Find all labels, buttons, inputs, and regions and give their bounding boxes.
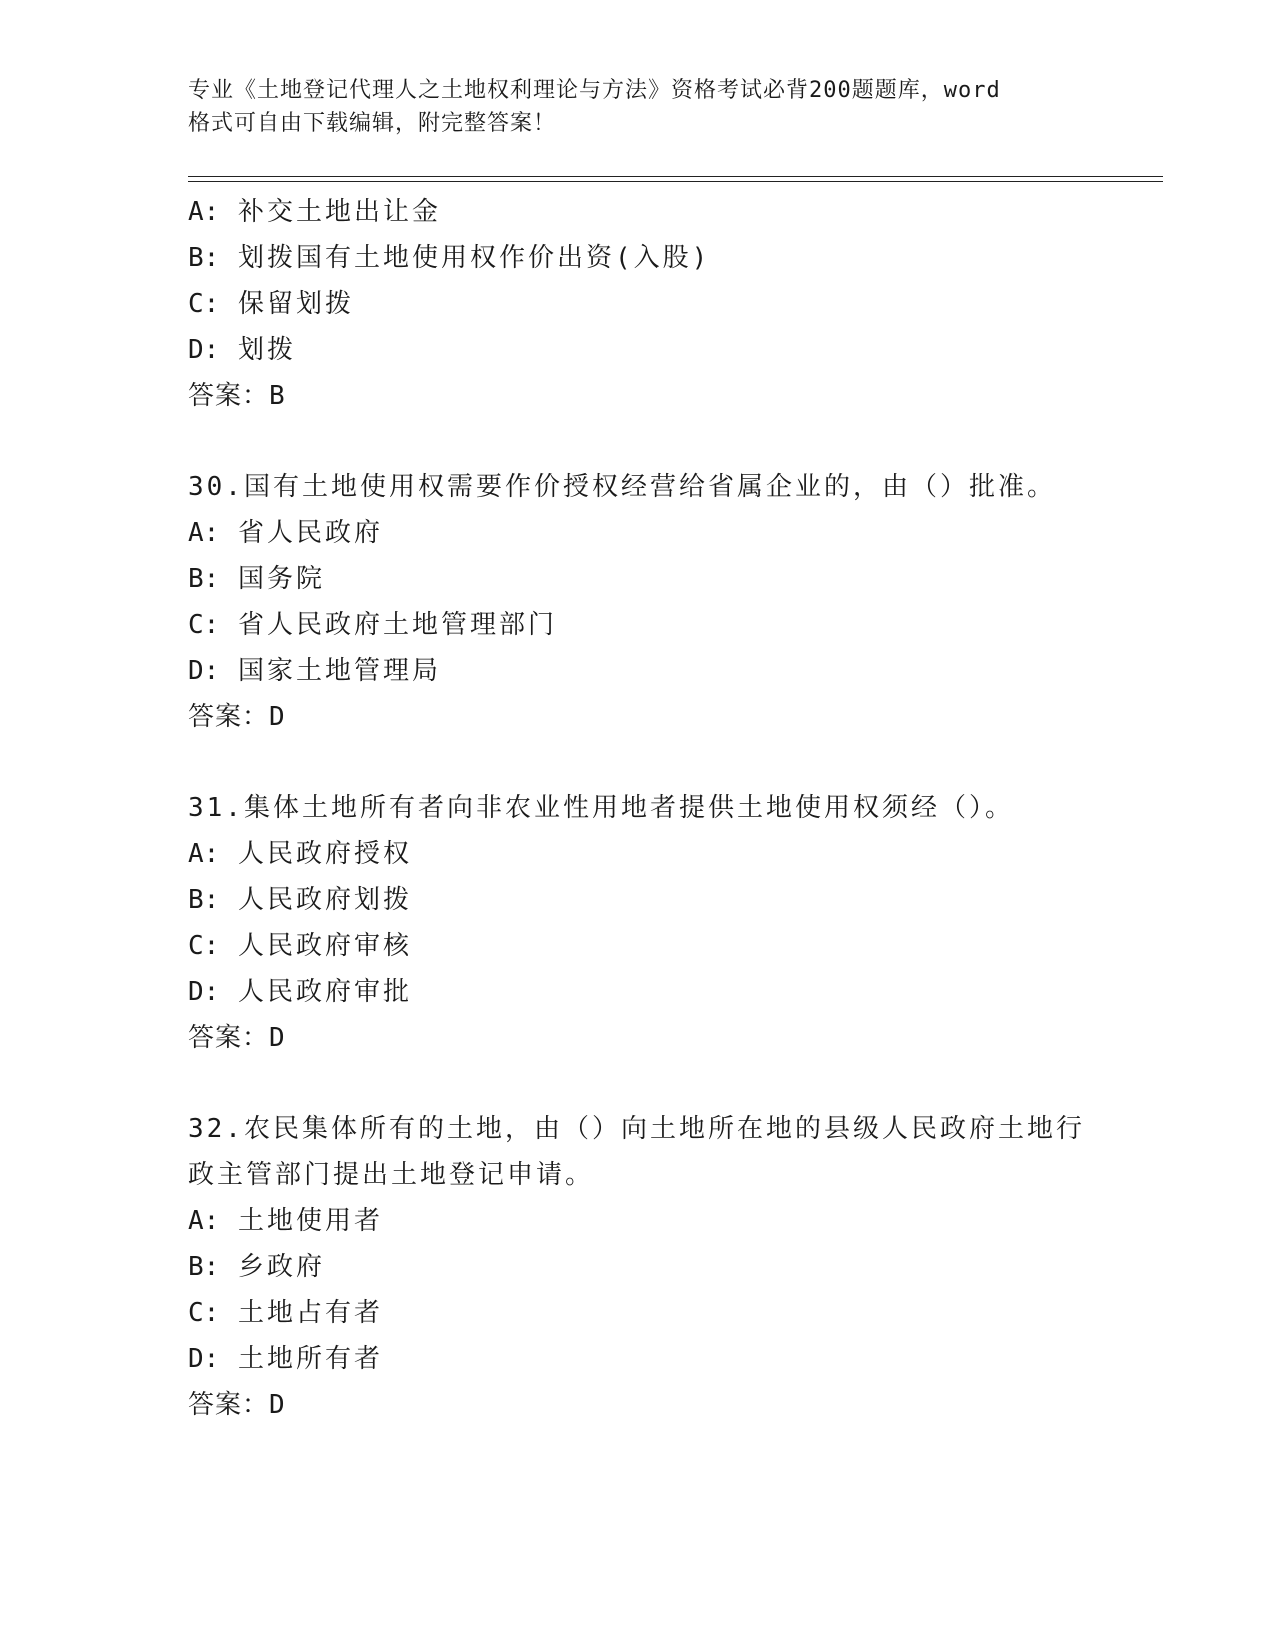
option-b <box>188 556 1088 602</box>
question-31 <box>188 785 1088 1061</box>
option-letter: C: <box>188 1298 220 1328</box>
answer-label: 答案： <box>188 381 270 411</box>
option-d <box>188 648 1088 694</box>
answer-label: 答案： <box>188 1390 270 1420</box>
option-letter: B: <box>188 564 220 594</box>
question-32 <box>188 1106 1088 1428</box>
answer-line <box>188 1015 1088 1061</box>
option-d <box>188 969 1088 1015</box>
option-letter: A: <box>188 1206 220 1236</box>
question-stem-continued: 政主管部门提出土地登记申请。 <box>188 1160 595 1190</box>
option-d <box>188 327 1088 373</box>
option-c <box>188 602 1088 648</box>
option-b <box>188 877 1088 923</box>
option-d <box>188 1336 1088 1382</box>
option-c <box>188 1290 1088 1336</box>
option-letter: B: <box>188 885 220 915</box>
question-30 <box>188 464 1088 740</box>
answer-value: D <box>269 702 286 732</box>
header-line-2: 格式可自由下载编辑，附完整答案！ <box>188 111 557 136</box>
option-b <box>188 1244 1088 1290</box>
option-text: 人民政府授权 <box>237 839 412 869</box>
option-text: 保留划拨 <box>237 289 354 319</box>
option-letter: D: <box>188 335 220 365</box>
answer-label: 答案： <box>188 1023 270 1053</box>
option-letter: B: <box>188 1252 220 1282</box>
option-letter: D: <box>188 1344 220 1374</box>
option-a <box>188 189 1088 235</box>
partial-question <box>188 189 1088 419</box>
option-text: 划拨 <box>237 335 296 365</box>
option-text: 乡政府 <box>237 1252 325 1282</box>
question-stem: 30.国有土地使用权需要作价授权经营给省属企业的，由（）批准。 <box>188 472 1056 502</box>
answer-value: D <box>269 1390 286 1420</box>
answer-line <box>188 694 1088 740</box>
document-header <box>188 74 1088 140</box>
question-stem: 32.农民集体所有的土地，由（）向土地所在地的县级人民政府土地行 <box>188 1114 1085 1144</box>
option-text: 人民政府划拨 <box>237 885 412 915</box>
header-divider-top <box>188 176 1163 177</box>
option-text: 国家土地管理局 <box>237 656 441 686</box>
option-c <box>188 923 1088 969</box>
option-text: 省人民政府 <box>237 518 383 548</box>
answer-line <box>188 373 1088 419</box>
option-letter: D: <box>188 656 220 686</box>
option-b <box>188 235 1088 281</box>
option-text: 划拨国有土地使用权作价出资(入股) <box>237 243 711 273</box>
option-letter: D: <box>188 977 220 1007</box>
option-text: 土地使用者 <box>237 1206 383 1236</box>
question-content <box>188 189 1088 1428</box>
option-letter: A: <box>188 197 220 227</box>
option-a <box>188 510 1088 556</box>
option-letter: A: <box>188 518 220 548</box>
option-letter: B: <box>188 243 220 273</box>
header-line-1: 专业《土地登记代理人之土地权利理论与方法》资格考试必背200题题库，word <box>188 78 1001 103</box>
option-letter: C: <box>188 931 220 961</box>
answer-label: 答案： <box>188 702 270 732</box>
option-letter: C: <box>188 289 220 319</box>
option-text: 人民政府审核 <box>237 931 412 961</box>
answer-value: B <box>269 381 286 411</box>
answer-value: D <box>269 1023 286 1053</box>
option-a <box>188 831 1088 877</box>
option-a <box>188 1198 1088 1244</box>
option-letter: A: <box>188 839 220 869</box>
option-letter: C: <box>188 610 220 640</box>
question-stem: 31.集体土地所有者向非农业性用地者提供土地使用权须经（）。 <box>188 793 1014 823</box>
option-text: 土地占有者 <box>237 1298 383 1328</box>
answer-line <box>188 1382 1088 1428</box>
option-text: 省人民政府土地管理部门 <box>237 610 557 640</box>
option-c <box>188 281 1088 327</box>
option-text: 补交土地出让金 <box>237 197 441 227</box>
option-text: 人民政府审批 <box>237 977 412 1007</box>
option-text: 国务院 <box>237 564 325 594</box>
option-text: 土地所有者 <box>237 1344 383 1374</box>
header-divider-bottom <box>188 181 1163 182</box>
